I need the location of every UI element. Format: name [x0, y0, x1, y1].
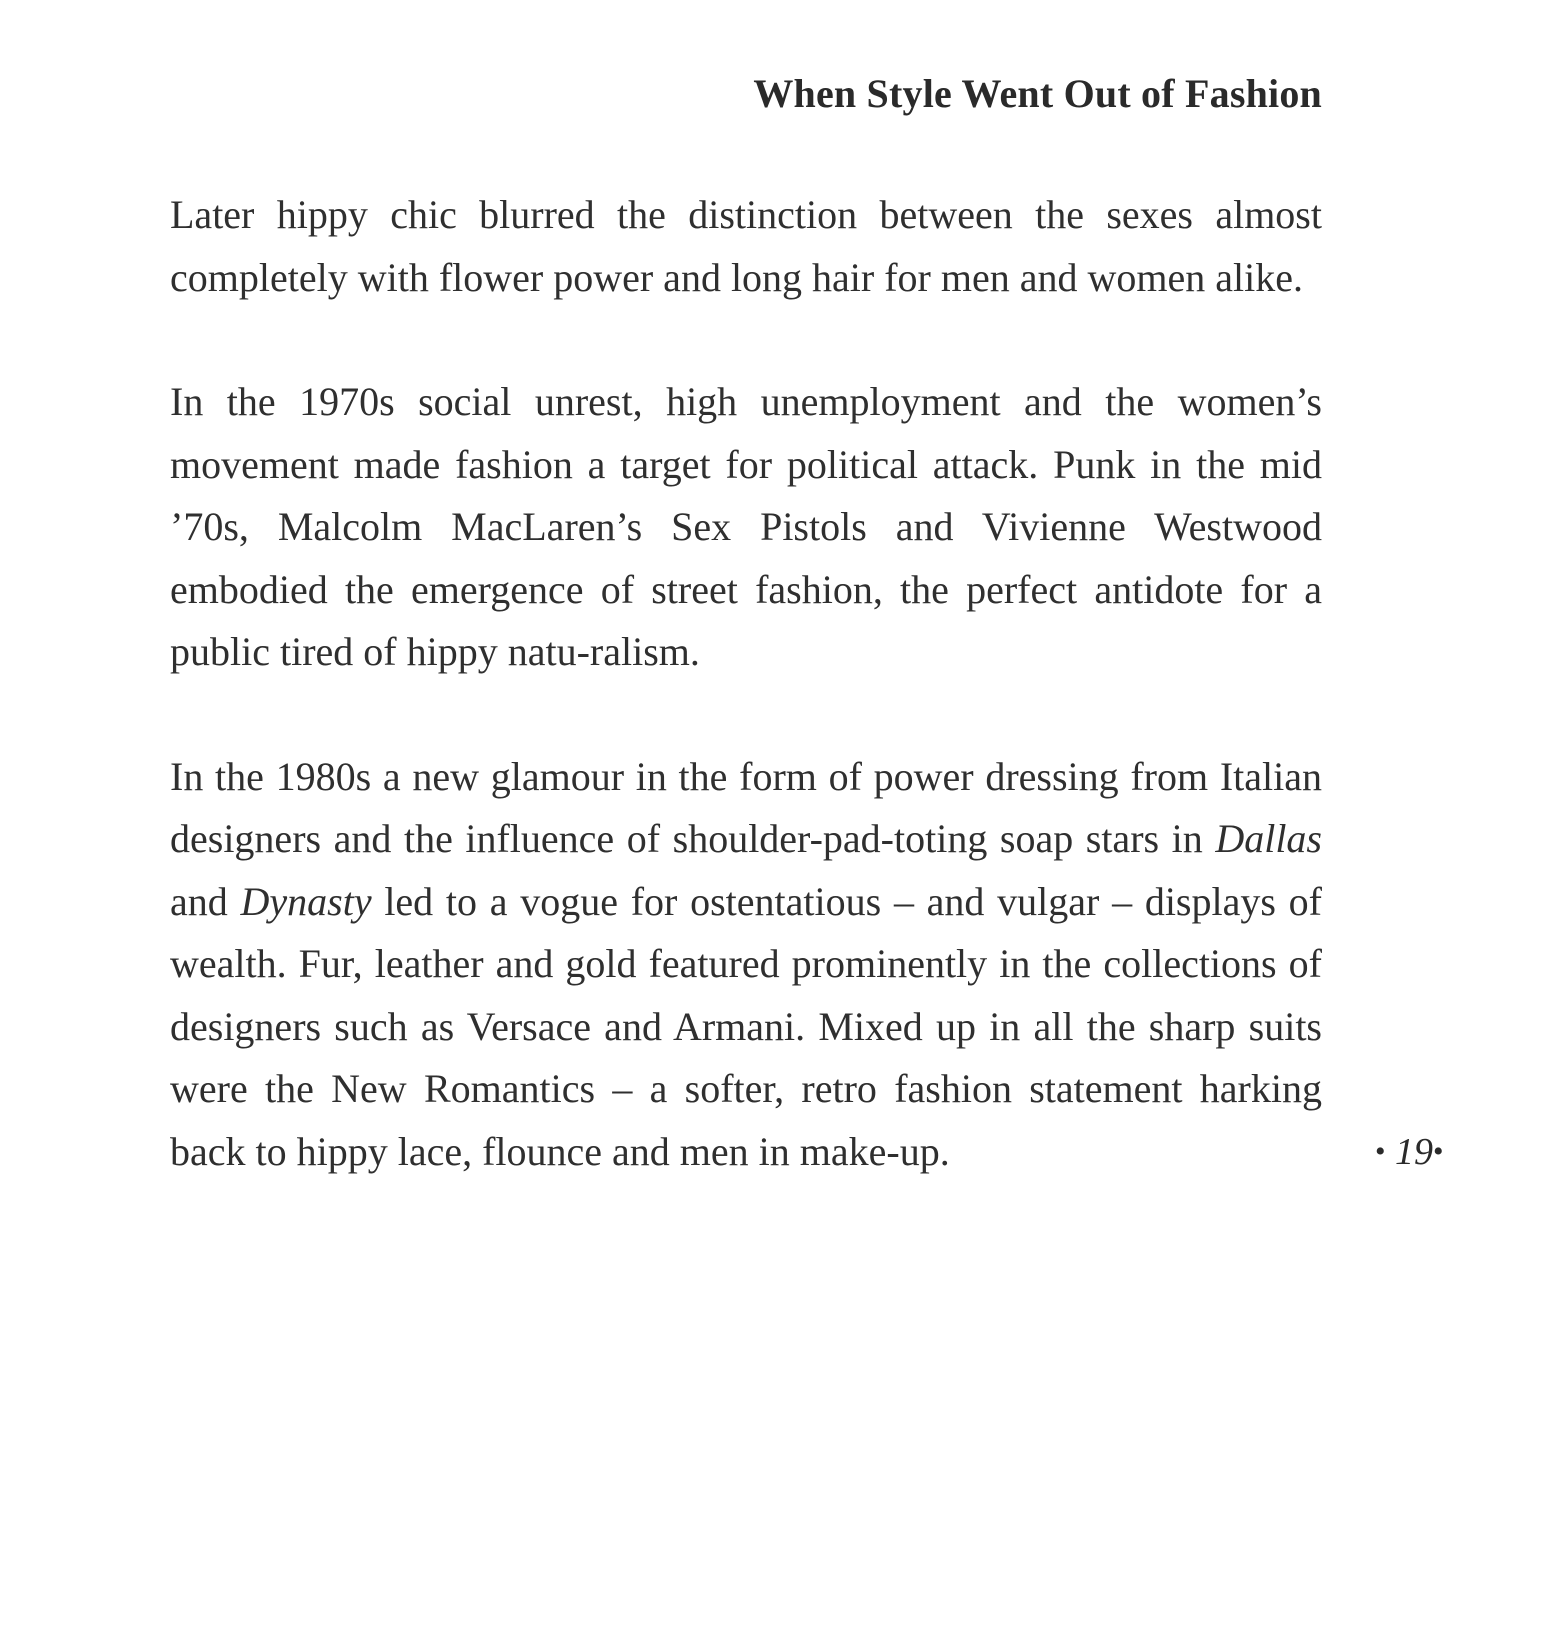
running-head: When Style Went Out of Fashion	[753, 71, 1322, 116]
paragraph-3-text-2: and	[170, 878, 241, 924]
folio-bullet-right: •	[1433, 1135, 1444, 1168]
page-number	[1375, 1130, 1444, 1174]
paragraph-3-text-1: In the 1980s a new glamour in the form of power dressing from Italian designers and the influence of shoulder-pad-toting soap stars in	[170, 753, 1322, 861]
paragraph-3	[170, 746, 1322, 1184]
italic-title-dynasty: Dynasty	[240, 878, 372, 924]
italic-title-dallas: Dallas	[1215, 816, 1322, 861]
body-text	[170, 184, 1322, 1245]
folio-number: 19	[1395, 1131, 1434, 1173]
paragraph-1: Later hippy chic blurred the distinction between the sexes almost completely with flower power and long hair for men and women alike.	[170, 192, 1322, 300]
paragraph-3-text-3: led to a vogue for ostentatious – and vulgar – displays of wealth. Fur, leather and gold featured prominently in the collections of designers such as Versace and Armani. Mixed up in all the sharp suits were the New Romantics – a softer, retro fashion statement harking back to hippy lace, flounce and men in make-up.	[170, 878, 1322, 1174]
folio-bullet-left: •	[1375, 1135, 1386, 1168]
paragraph-2: In the 1970s social unrest, high unemployment and the women’s movement made fashion a target for political attack. Punk in the mid ’70s, Malcolm MacLaren’s Sex Pistols and Vivienne Westwood embodied the emergence of street fashion, the perfect antidote for a public tired of hippy natu-ralism.	[170, 379, 1322, 674]
